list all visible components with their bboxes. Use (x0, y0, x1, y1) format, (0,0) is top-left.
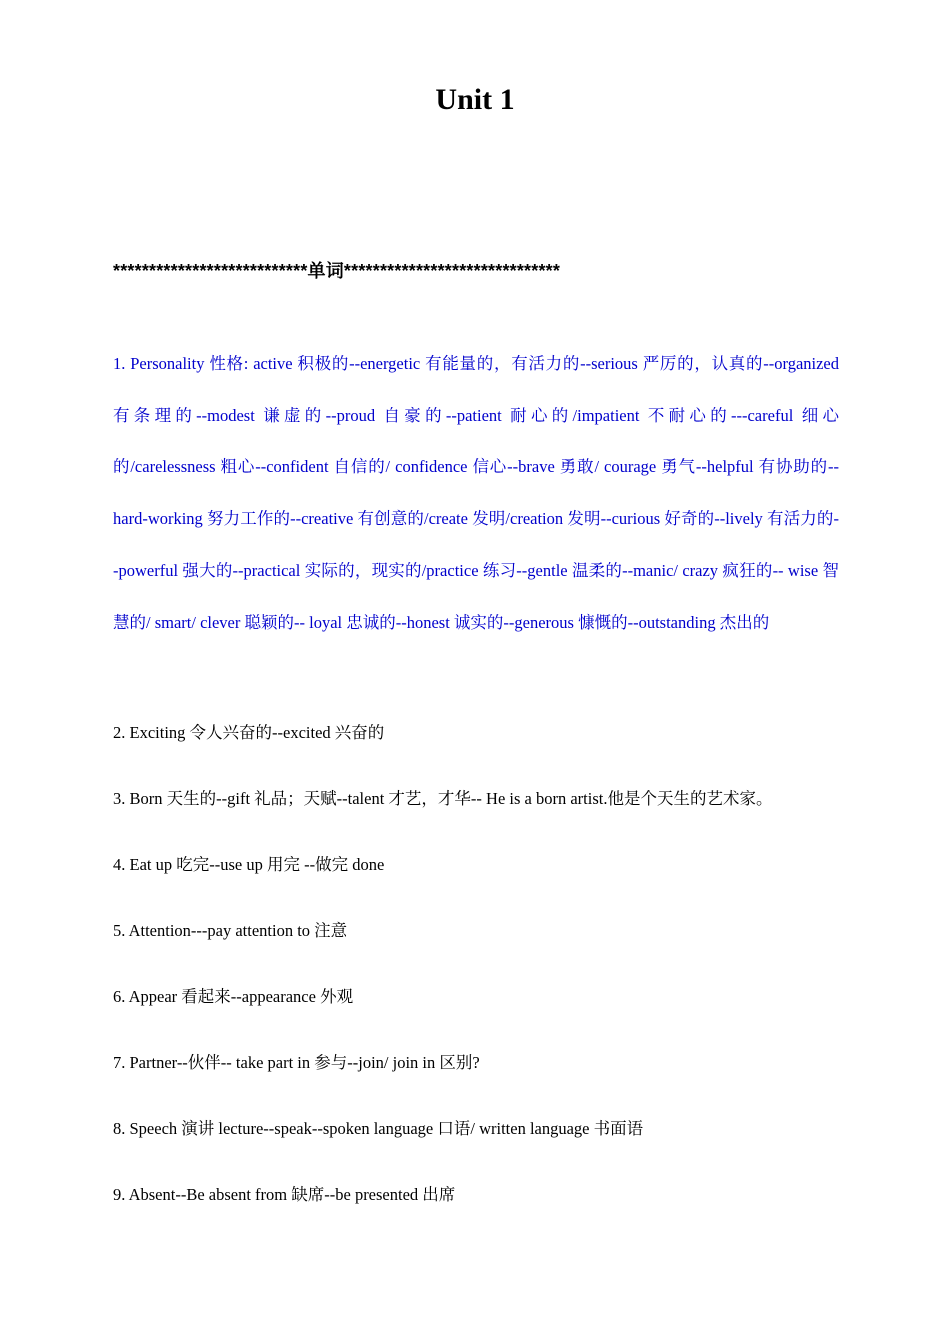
vocab-item-exciting: 2. Exciting 令人兴奋的--excited 兴奋的 (113, 723, 385, 742)
page-title: Unit 1 (435, 83, 515, 116)
vocab-item-born: 3. Born 天生的--gift 礼品；天赋--talent 才艺，才华-- He is a born artist.他是个天生的艺术家。 (113, 789, 773, 808)
vocab-item-eat-up: 4. Eat up 吃完--use up 用完 --做完 done (113, 855, 385, 874)
vocab-item-attention: 5. Attention---pay attention to 注意 (113, 921, 348, 940)
vocab-item-speech: 8. Speech 演讲 lecture--speak--spoken language 口语/ written language 书面语 (113, 1119, 644, 1138)
vocab-item-personality: 1. Personality 性格: active 积极的--energetic 有能量的，有活力的--serious 严厉的，认真的--organized 有条理的--modest 谦虚的--proud 自豪的--patient 耐心的/impatient 不耐心的---careful 细心的/carelessness 粗心--confident 自信的/ confidence 信心--brave 勇敢/ courage 勇气--helpful 有协助的--hard-working 努力工作的--creative 有创意的/create 发明/creation 发明--curious 好奇的--lively 有活力的--powerful 强大的--practical 实际的，现实的/practice 练习--gentle 温柔的--manic/ crazy 疯狂的-- wise 智慧的/ smart/ clever 聪颖的-- loyal 忠诚的--honest 诚实的--generous 慷慨的--outstanding 杰出的 (113, 354, 839, 632)
section-header-vocabulary: ***************************单词****************************** (113, 261, 561, 281)
vocab-item-appear: 6. Appear 看起来--appearance 外观 (113, 987, 354, 1006)
vocab-item-absent: 9. Absent--Be absent from 缺席--be presented 出席 (113, 1185, 456, 1204)
vocab-item-partner: 7. Partner--伙伴-- take part in 参与--join/ join in 区别? (113, 1053, 480, 1072)
